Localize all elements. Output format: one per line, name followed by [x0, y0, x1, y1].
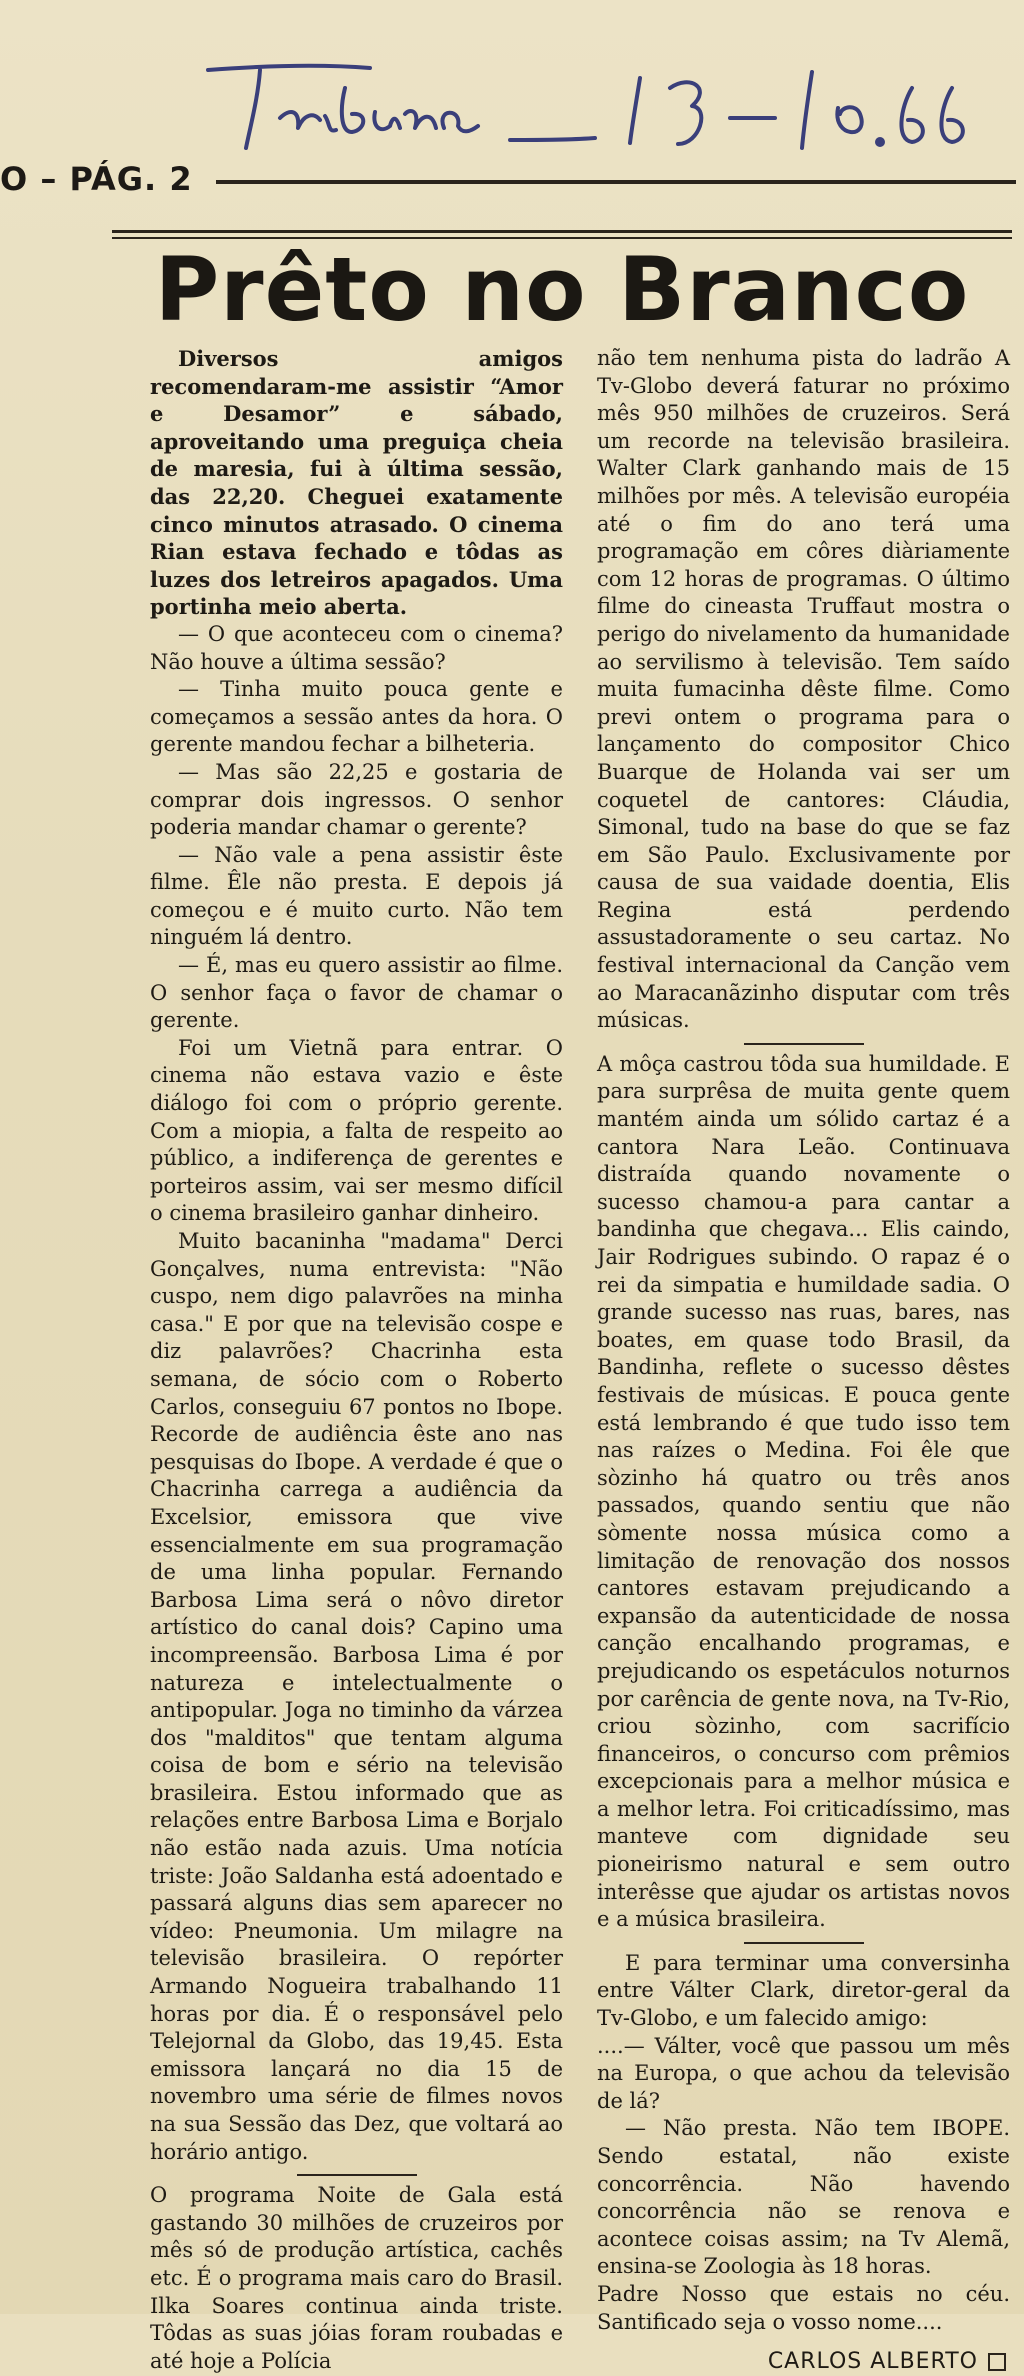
section-divider [744, 1942, 864, 1944]
article-paragraph: — Não presta. Não tem IBOPE. Sendo estatal, não existe concorrência. Não havendo concorrência não se renova e acontece coisas assim; na Tv Alemã, ensina-se Zoologia às 18 horas. [597, 2116, 1010, 2279]
article-paragraph: A môça castrou tôda sua humildade. E para surprêsa de muita gente quem mantém ainda um sólido cartaz é a cantora Nara Leão. Continuava distraída quando novamente o sucesso chamou-a para cantar a bandinha que chegava... Elis caindo, Jair Rodrigues subindo. O rapaz é o rei da simpatia e humildade sadia. O grande sucesso nas ruas, bares, nas boates, em quase todo Brasil, da Bandinha, reflete o sucesso dêstes festivais de músicas. E pouca gente está lembrando é que tudo isso tem nas raízes o Medina. Foi êle que sòzinho há quatro ou três anos passados, quando sentiu que não sòmente nossa música como a limitação de renovação dos nossos cantores estavam prejudicando a expansão da autenticidade de nossa canção encalhando programas, e prejudicando os espetáculos noturnos por carência de gente nova, na Tv-Rio, criou sòzinho, com sacrifício financeiros, o concurso com prêmios excepcionais para a melhor música e a melhor letra. Foi criticadíssimo, mas manteve com dignidade seu pioneirismo natural e sem outro interêsse que ajudar os artistas novos e a música brasileira. [597, 1051, 1010, 1932]
end-mark-icon [988, 2353, 1006, 2371]
article-paragraph: — Não vale a pena assistir êste filme. Êle não presta. E depois já começou e é muito curto. Não tem ninguém lá dentro. [150, 842, 563, 950]
page-label: O – PÁG. 2 [0, 160, 193, 198]
page-header [0, 160, 1024, 200]
title-rule-top [112, 230, 1012, 233]
article-paragraph: Muito bacaninha "madama" Derci Gonçalves, numa entrevista: "Não cuspo, nem digo palavrões na minha casa." E por que na televisão cospe e diz palavrões? Chacrinha esta semana, de sócio com o Roberto Carlos, conseguiu 67 pontos no Ibope. Recorde de audiência êste ano nas pesquisas do Ibope. A verdade é que o Chacrinha carrega a audiência da Excelsior, emissora que vive essencialmente em sua programação de uma linha popular. Fernando Barbosa Lima será o nôvo diretor artístico do canal dois? Capino uma incompreensão. Barbosa Lima é por natureza e intelectualmente o antipopular. Joga no timinho da várzea dos "malditos" que tentam alguma coisa de bom e sério na televisão brasileira. Estou informado que as relações entre Barbosa Lima e Borjalo não estão nada azuis. Uma notícia triste: João Saldanha está adoentado e passará alguns dias sem aparecer no vídeo: Pneumonia. Um milagre na televisão brasileira. O repórter Armando Nogueira trabalhando 11 horas por dia. É o responsável pelo Telejornal da Globo, das 19,45. Esta emissora lançará no dia 15 de novembro uma série de filmes novos na sua Sessão das Dez, que voltará ao horário antigo. [150, 1229, 563, 2164]
article-paragraph: Foi um Vietnã para entrar. O cinema não estava vazio e êste diálogo foi com o próprio gerente. Com a miopia, a falta de respeito ao público, a indiferença de gerentes e porteiros assim, vai ser mesmo difícil o cinema brasileiro ganhar dinheiro. [150, 1035, 563, 1226]
article-paragraph: Diversos amigos recomendaram-me assistir “Amor e Desamor” e sábado, aproveitando uma preguiça cheia de maresia, fui à última sessão, das 22,20. Cheguei exatamente cinco minutos atrasado. O cinema Rian estava fechado e tôdas as luzes dos letreiros apagados. Uma portinha meio aberta. [150, 346, 563, 620]
article-column-1 [150, 345, 563, 2373]
handwritten-annotation [200, 48, 980, 158]
header-rule [216, 180, 1016, 184]
author-signature [597, 2348, 1010, 2376]
section-divider [744, 1043, 864, 1045]
article-body [150, 345, 1010, 2375]
article-paragraph: ....— Válter, você que passou um mês na Europa, o que achou da televisão de lá? [597, 2033, 1010, 2113]
article-paragraph: não tem nenhuma pista do ladrão A Tv-Globo deverá faturar no próximo mês 950 milhões de cruzeiros. Será um recorde na televisão brasileira. Walter Clark ganhando mais de 15 milhões por mês. A televisão européia até o fim do ano terá uma programação em côres diàriamente com 12 horas de programas. O último filme do cineasta Truffaut mostra o perigo do nivelamento da humanidade ao servilismo à televisão. Tem saído muita fumacinha dêste filme. Como previ ontem o programa para o lançamento do compositor Chico Buarque de Holanda vai ser um coquetel de cantores: Cláudia, Simonal, tudo na base do que se faz em São Paulo. Exclusivamente por causa de sua vaidade doentia, Elis Regina está perdendo assustadoramente o seu cartaz. No festival internacional da Canção vem ao Maracanãzinho disputar com três músicas. [597, 346, 1010, 1033]
article-paragraph: Padre Nosso que estais no céu. Santificado seja o vosso nome.... [597, 2281, 1010, 2334]
section-divider [297, 2174, 417, 2176]
article-paragraph: E para terminar uma conversinha entre Válter Clark, diretor-geral da Tv-Globo, e um falecido amigo: [597, 1950, 1010, 2031]
article-headline: Prêto no Branco [154, 238, 970, 341]
article-paragraph: — Mas são 22,25 e gostaria de comprar dois ingressos. O senhor poderia mandar chamar o gerente? [150, 759, 563, 840]
article-paragraph: — O que aconteceu com o cinema? Não houve a última sessão? [150, 621, 563, 674]
article-paragraph: O programa Noite de Gala está gastando 30 milhões de cruzeiros por mês só de produção artística, cachês etc. É o programa mais caro do Brasil. Ilka Soares continua ainda triste. Tôdas as suas jóias foram roubadas e até hoje a Polícia [150, 2183, 563, 2373]
article-column-2 [597, 345, 1010, 2375]
article-paragraph: — Tinha muito pouca gente e começamos a sessão antes da hora. O gerente mandou fechar a bilheteria. [150, 677, 563, 757]
handwritten-ink [200, 48, 980, 158]
author-name: CARLOS ALBERTO [767, 2349, 978, 2375]
article-paragraph: — É, mas eu quero assistir ao filme. O senhor faça o favor de chamar o gerente. [150, 953, 563, 1033]
